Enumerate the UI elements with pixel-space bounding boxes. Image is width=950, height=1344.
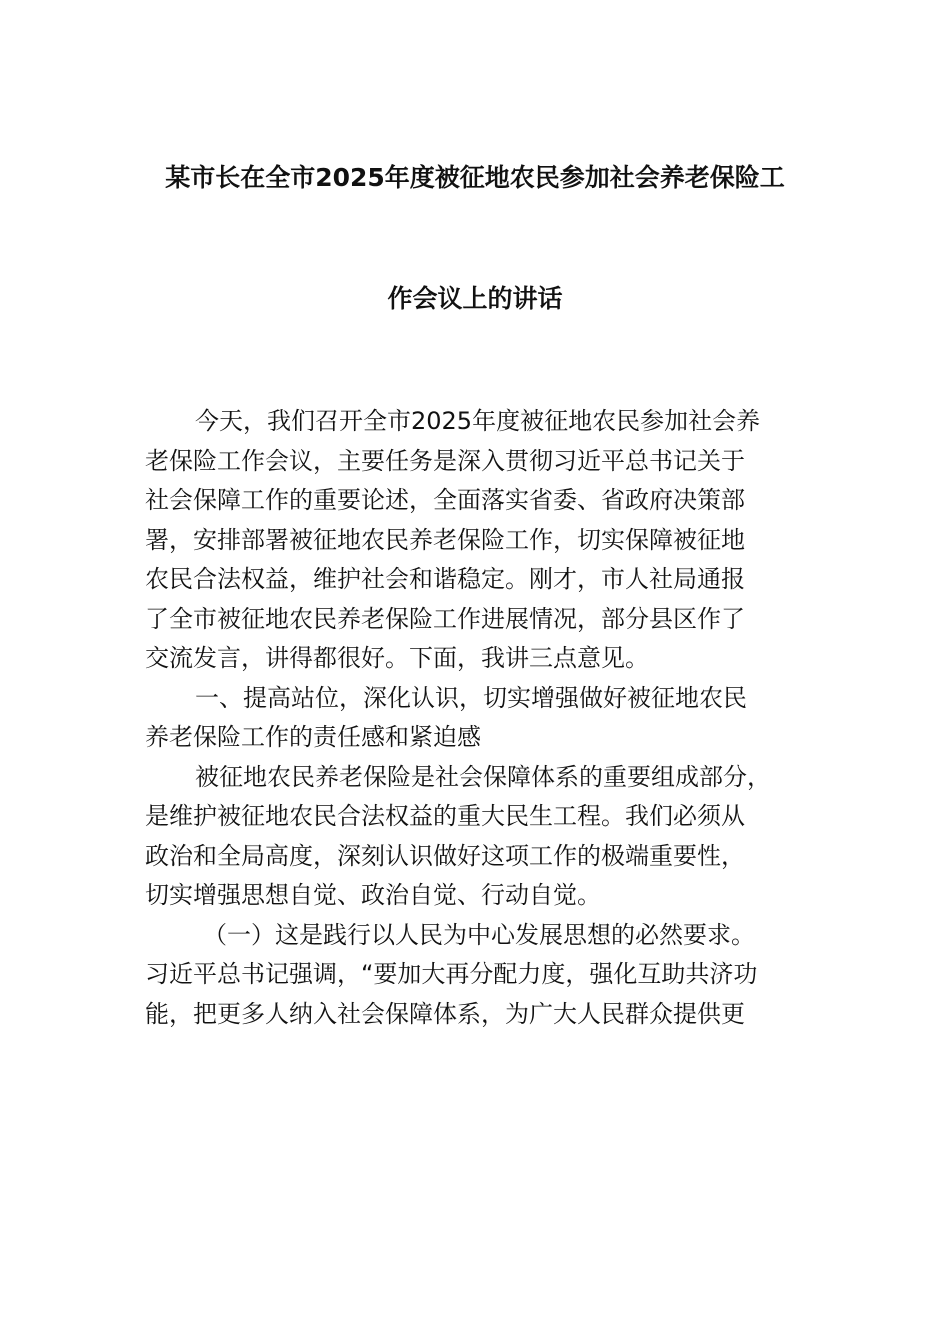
body-line-5: 农民合法权益，维护社会和谐稳定。刚才，市人社局通报 bbox=[145, 565, 745, 593]
subsection-heading-line: （一）这是践行以人民为中心发展思想的必然要求。 bbox=[203, 920, 755, 949]
body-line-3: 社会保障工作的重要论述，全面落实省委、省政府决策部 bbox=[145, 486, 745, 514]
body-line-13: 切实增强思想自觉、政治自觉、行动自觉。 bbox=[145, 881, 601, 909]
body-line-6: 了全市被征地农民养老保险工作进展情况，部分县区作了 bbox=[145, 604, 745, 633]
document-title-line-1: 某市长在全市2025年度被征地农民参加社会养老保险工 bbox=[165, 163, 785, 192]
body-line-1: 今天，我们召开全市2025年度被征地农民参加社会养 bbox=[195, 407, 761, 435]
document-title-line-2: 作会议上的讲话 bbox=[387, 284, 563, 313]
section-heading-line-2: 养老保险工作的责任感和紧迫感 bbox=[145, 723, 481, 751]
body-line-15: 习近平总书记强调，“要加大再分配力度，强化互助共济功 bbox=[145, 960, 758, 988]
body-line-7: 交流发言，讲得都很好。下面，我讲三点意见。 bbox=[145, 644, 649, 672]
section-heading-line-1: 一、提高站位，深化认识，切实增强做好被征地农民 bbox=[195, 683, 747, 712]
body-line-11: 是维护被征地农民合法权益的重大民生工程。我们必须从 bbox=[145, 802, 745, 830]
body-line-12: 政治和全局高度，深刻认识做好这项工作的极端重要性， bbox=[145, 841, 745, 870]
document-body bbox=[145, 402, 825, 1034]
body-line-10: 被征地农民养老保险是社会保障体系的重要组成部分， bbox=[195, 762, 771, 791]
body-line-16: 能，把更多人纳入社会保障体系，为广大人民群众提供更 bbox=[145, 999, 745, 1028]
body-line-4: 署，安排部署被征地农民养老保险工作，切实保障被征地 bbox=[145, 525, 745, 554]
body-line-2: 老保险工作会议，主要任务是深入贯彻习近平总书记关于 bbox=[145, 446, 745, 475]
